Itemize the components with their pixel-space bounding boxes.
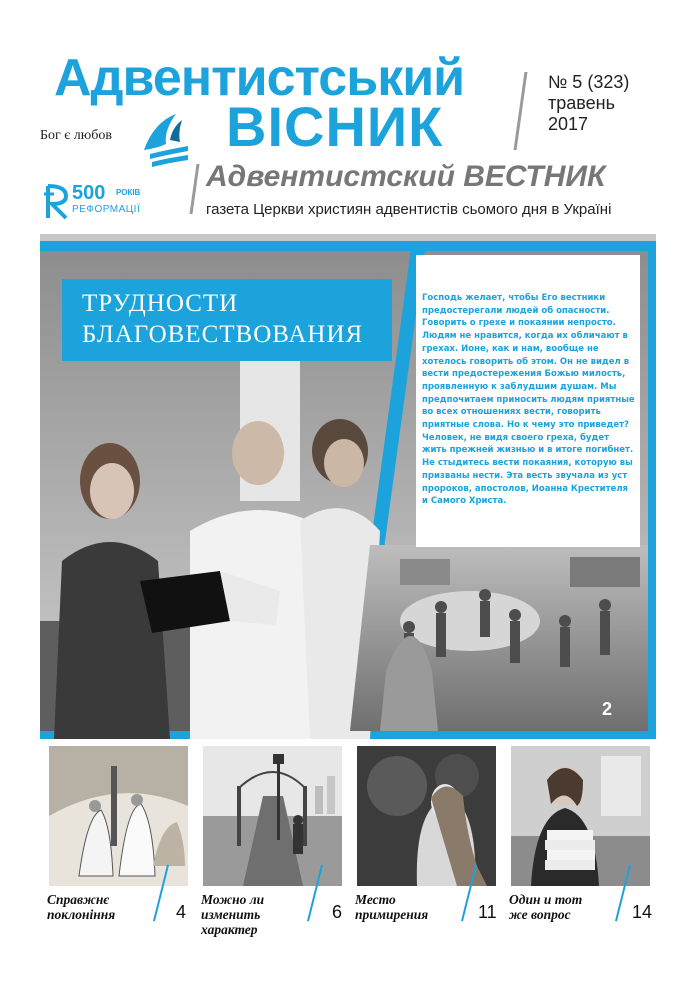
cover-headline (82, 288, 402, 350)
reformation-r-icon (44, 182, 70, 220)
reformation-500-badge (44, 182, 154, 222)
teaser-item[interactable] (40, 746, 185, 936)
teaser-page-number: 4 (176, 902, 187, 922)
masthead-divider (514, 72, 528, 150)
reformation-number: 500 (72, 182, 106, 204)
newspaper-title-ua: Адвентистський (54, 49, 465, 107)
issue-year: 2017 (548, 114, 589, 134)
issue-number: № 5 (323) (548, 72, 630, 92)
church-flame-logo-icon (136, 110, 194, 172)
teaser-item[interactable] (348, 746, 497, 936)
cover-headline-line2: БЛАГОВЕСТВОВАНИЯ (82, 321, 364, 348)
issue-month: травень (548, 93, 615, 113)
teaser-caption: Место примирения (355, 892, 429, 922)
tagline: Бог є любов (40, 128, 112, 143)
teaser-page-number: 6 (332, 902, 343, 922)
cover-body-text: Господь желает, чтобы Его вестники предостерегали людей об опасности. Говорить о грехе и покаянии непросто. Людям не нравится, когда их обличают в грехах. Ионе, как и нам, вообще не хотелось говорить об этом. Он не видел в вести предостережения Божью милость, проявленную к заблудшим душам. Мы предпочитаем приносить людям приятные во всех отношениях вести, говорить приятные слова. Но к чему это приведет? Человек, не видя своего греха, будет жить прежней жизнью и в итоге погибнет. Не стыдитесь вести покаяния, которую вы призваны нести. Эта весть звучала из уст пророков, апостолов, Иоанна Крестителя и Самого Христа. (422, 293, 635, 507)
teasers-row (40, 746, 656, 936)
cover-headline-line1: ТРУДНОСТИ (82, 290, 239, 317)
reformation-years: РОКІВ (116, 188, 141, 197)
teaser-item[interactable] (502, 746, 653, 936)
cover-page-ref: 2 (602, 699, 613, 719)
issue-info (548, 72, 629, 135)
teaser-item[interactable] (194, 746, 343, 937)
teaser-page-number: 11 (478, 902, 497, 922)
cover-feature (40, 241, 656, 739)
cover-top-bar (40, 234, 656, 241)
teaser-caption: Справжнє поклоніння (47, 892, 116, 922)
newspaper-subtitle: газета Церкви християн адвентистів сьомого дня в Україні (206, 201, 612, 218)
newspaper-title-visnyk: ВІСНИК (226, 95, 444, 158)
teaser-caption: Один и тот же вопрос (509, 892, 583, 922)
reformation-label: РЕФОРМАЦІЇ (72, 204, 141, 215)
newspaper-title-ru: Адвентистский ВЕСТНИК (206, 160, 606, 193)
teaser-caption: Можно ли изменить характер (201, 892, 265, 937)
teaser-page-number: 14 (632, 902, 653, 922)
